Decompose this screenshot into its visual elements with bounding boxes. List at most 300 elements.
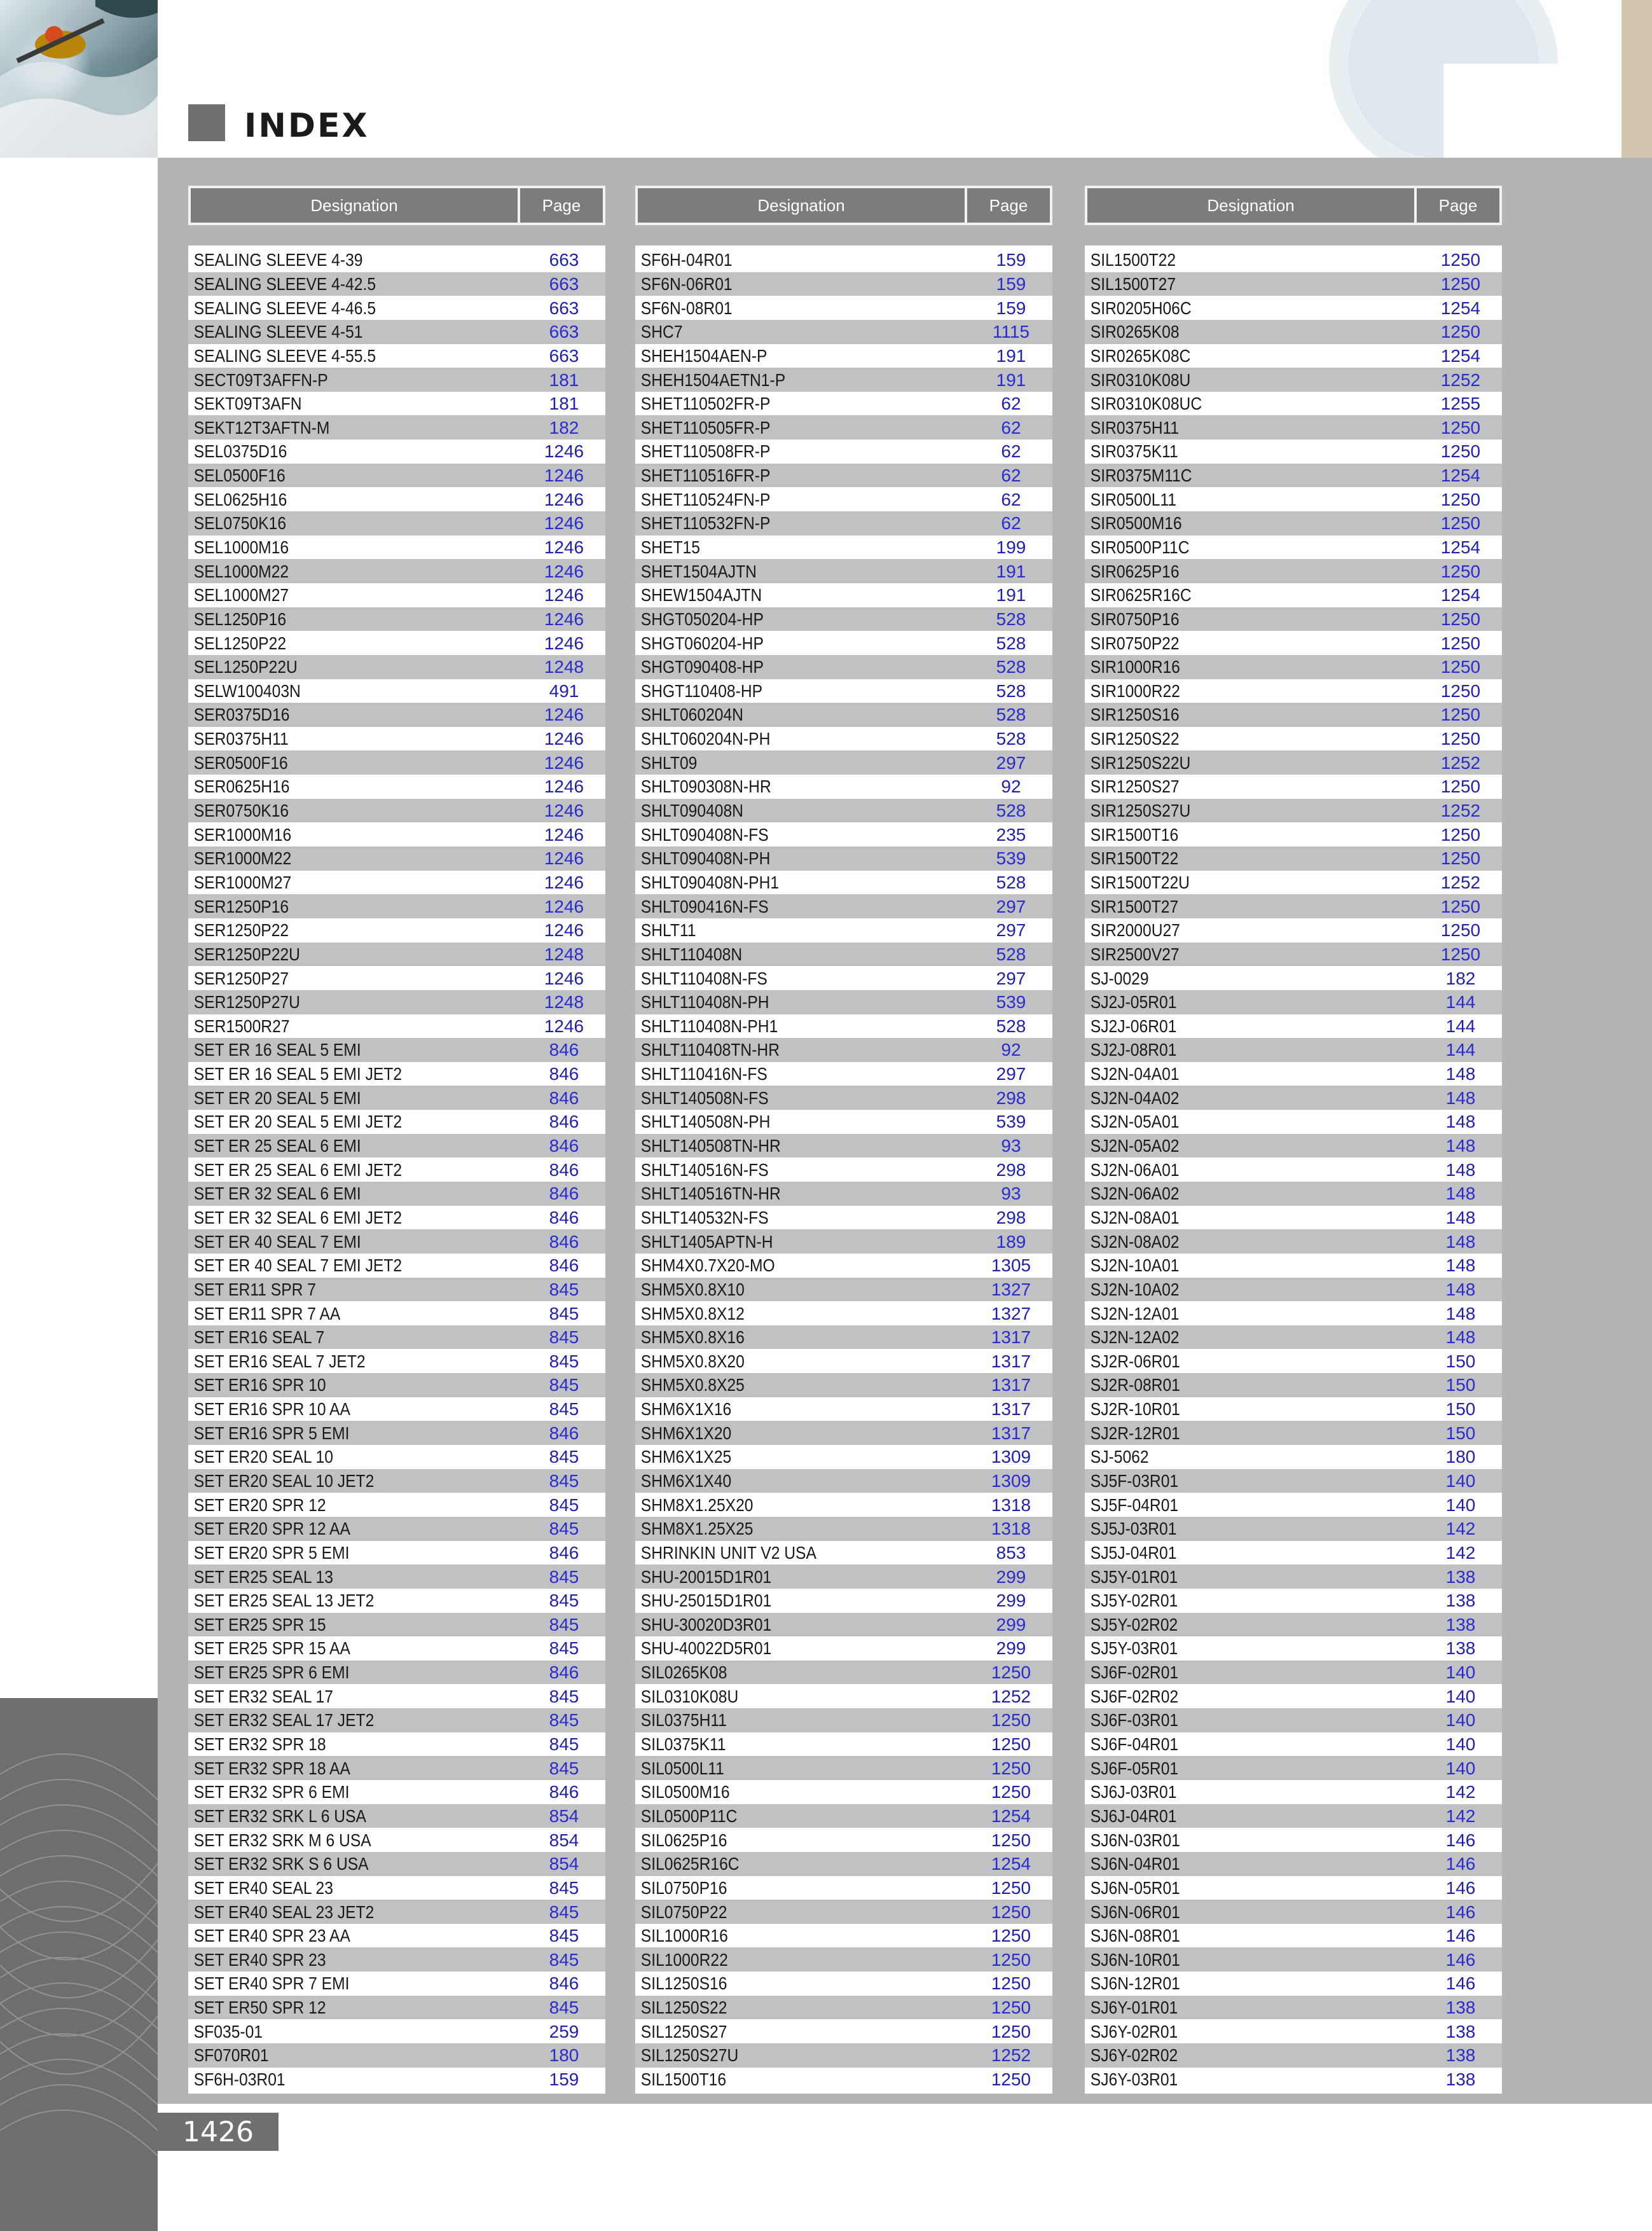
table-row (635, 1780, 1052, 1804)
page-cell[interactable]: 846 (549, 1184, 579, 1204)
designation-cell: SIL1250S16 (640, 1973, 727, 1994)
table-row (635, 1613, 1052, 1637)
page-cell[interactable]: 845 (549, 1279, 579, 1299)
page-cell[interactable]: 150 (1445, 1399, 1476, 1419)
page-cell[interactable]: 1309 (991, 1447, 1031, 1467)
page-cell[interactable]: 159 (549, 2069, 579, 2089)
table-row (188, 487, 605, 511)
table-row (188, 1038, 605, 1062)
page-cell[interactable]: 142 (1445, 1542, 1476, 1563)
page-cell[interactable]: 181 (549, 394, 579, 414)
page-cell[interactable]: 1254 (1440, 345, 1481, 366)
table-row (188, 631, 605, 655)
page-cell[interactable]: 148 (1445, 1159, 1476, 1180)
page-cell[interactable]: 1318 (991, 1519, 1031, 1539)
page-cell[interactable]: 845 (549, 1877, 579, 1898)
designation-cell: SJ6F-04R01 (1090, 1734, 1179, 1755)
table-row (635, 368, 1052, 392)
page-cell[interactable]: 1317 (991, 1351, 1031, 1371)
page-cell[interactable]: 138 (1445, 1638, 1476, 1659)
page-cell[interactable]: 1246 (544, 729, 584, 749)
page-cell[interactable]: 845 (549, 1470, 579, 1491)
page-cell[interactable]: 845 (549, 1734, 579, 1755)
page-cell[interactable]: 182 (1445, 968, 1476, 988)
designation-cell: SIR0205H06C (1090, 298, 1192, 318)
page-cell[interactable]: 146 (1445, 1854, 1476, 1874)
designation-cell: SJ2J-06R01 (1090, 1016, 1177, 1036)
page-header: Page (520, 188, 603, 223)
page-cell[interactable]: 845 (549, 1591, 579, 1611)
page-cell[interactable]: 846 (549, 1159, 579, 1180)
table-row (1085, 679, 1502, 703)
page-cell[interactable]: 138 (1445, 1591, 1476, 1611)
designation-cell: SET ER20 SEAL 10 JET2 (193, 1470, 375, 1491)
page-cell[interactable]: 845 (549, 1710, 579, 1730)
page-cell[interactable]: 144 (1445, 1016, 1476, 1036)
table-row (1085, 296, 1502, 320)
page-cell[interactable]: 663 (549, 345, 579, 366)
table-row (1085, 2019, 1502, 2043)
page-cell[interactable]: 845 (549, 1902, 579, 1922)
page-cell[interactable]: 146 (1445, 1926, 1476, 1946)
page-cell[interactable]: 191 (996, 370, 1026, 390)
page-cell[interactable]: 1254 (1440, 466, 1481, 486)
page-cell[interactable]: 1246 (544, 561, 584, 581)
page-cell[interactable]: 845 (549, 1375, 579, 1395)
index-column-1 (188, 186, 605, 2094)
page-cell[interactable]: 1318 (991, 1495, 1031, 1515)
page-cell[interactable]: 1248 (544, 944, 584, 964)
page-cell[interactable]: 182 (549, 417, 579, 438)
page-cell[interactable]: 1246 (544, 848, 584, 869)
page-cell[interactable]: 1248 (544, 992, 584, 1012)
page-cell[interactable]: 1250 (991, 1902, 1031, 1922)
page-cell[interactable]: 142 (1445, 1806, 1476, 1826)
designation-cell: SET ER 25 SEAL 6 EMI JET2 (193, 1159, 403, 1180)
page-cell[interactable]: 62 (1001, 466, 1021, 486)
page-cell[interactable]: 528 (996, 801, 1026, 821)
page-cell[interactable]: 199 (996, 537, 1026, 557)
page-cell[interactable]: 1246 (544, 1016, 584, 1036)
page-cell[interactable]: 528 (996, 609, 1026, 629)
page-cell[interactable]: 140 (1445, 1710, 1476, 1730)
designation-cell: SHM5X0.8X10 (640, 1279, 745, 1299)
page-cell[interactable]: 92 (1001, 1040, 1021, 1060)
page-cell[interactable]: 297 (996, 752, 1026, 773)
page-cell[interactable]: 1327 (991, 1279, 1031, 1299)
designation-cell: SJ2N-12A02 (1090, 1327, 1180, 1348)
page-cell[interactable]: 528 (996, 680, 1026, 701)
page-cell[interactable]: 1246 (544, 968, 584, 988)
designation-cell: SET ER 16 SEAL 5 EMI JET2 (193, 1064, 403, 1084)
page-cell[interactable]: 148 (1445, 1184, 1476, 1204)
page-cell[interactable]: 140 (1445, 1662, 1476, 1683)
designation-cell: SJ2N-12A01 (1090, 1303, 1180, 1323)
page-cell[interactable]: 1317 (991, 1399, 1031, 1419)
page-cell[interactable]: 845 (549, 1566, 579, 1587)
page-cell[interactable]: 845 (549, 1351, 579, 1371)
page-cell[interactable]: 297 (996, 896, 1026, 916)
page-cell[interactable]: 1246 (544, 777, 584, 797)
page-cell[interactable]: 846 (549, 1255, 579, 1276)
page-cell[interactable]: 854 (549, 1806, 579, 1826)
page-cell[interactable]: 1250 (1440, 680, 1481, 701)
designation-cell: SER1000M16 (193, 824, 292, 845)
page-cell[interactable]: 1250 (991, 1973, 1031, 1994)
page-cell[interactable]: 663 (549, 273, 579, 294)
page-cell[interactable]: 1250 (991, 1830, 1031, 1850)
page-cell[interactable]: 846 (549, 1423, 579, 1443)
page-cell[interactable]: 1250 (1440, 513, 1481, 534)
page-cell[interactable]: 1254 (1440, 537, 1481, 557)
page-cell[interactable]: 1250 (1440, 777, 1481, 797)
page-cell[interactable]: 539 (996, 992, 1026, 1012)
page-cell[interactable]: 1254 (991, 1854, 1031, 1874)
page-cell[interactable]: 297 (996, 968, 1026, 988)
designation-cell: SEKT12T3AFTN-M (193, 417, 330, 438)
page-cell[interactable]: 62 (1001, 513, 1021, 534)
page-cell[interactable]: 1250 (1440, 729, 1481, 749)
page-cell[interactable]: 1250 (1440, 896, 1481, 916)
page-cell[interactable]: 528 (996, 705, 1026, 725)
designation-cell: SJ6N-10R01 (1090, 1949, 1180, 1970)
page-cell[interactable]: 148 (1445, 1279, 1476, 1299)
page-cell[interactable]: 491 (549, 680, 579, 701)
page-cell[interactable]: 144 (1445, 1040, 1476, 1060)
page-cell[interactable]: 159 (996, 273, 1026, 294)
page-cell[interactable]: 845 (549, 1327, 579, 1348)
page-cell[interactable]: 146 (1445, 1973, 1476, 1994)
page-cell[interactable]: 140 (1445, 1758, 1476, 1778)
page-cell[interactable]: 1250 (1440, 920, 1481, 941)
page-cell[interactable]: 1250 (991, 1710, 1031, 1730)
page-cell[interactable]: 148 (1445, 1255, 1476, 1276)
page-cell[interactable]: 138 (1445, 2069, 1476, 2089)
page-cell[interactable]: 1252 (1440, 872, 1481, 892)
page-cell[interactable]: 62 (1001, 489, 1021, 509)
page-cell[interactable]: 528 (996, 872, 1026, 892)
page-cell[interactable]: 1246 (544, 537, 584, 557)
page-cell[interactable]: 150 (1445, 1375, 1476, 1395)
page-cell[interactable]: 1250 (1440, 609, 1481, 629)
page-cell[interactable]: 1246 (544, 801, 584, 821)
page-cell[interactable]: 148 (1445, 1088, 1476, 1108)
page-cell[interactable]: 663 (549, 250, 579, 270)
page-cell[interactable]: 1246 (544, 585, 584, 605)
page-cell[interactable]: 1250 (1440, 250, 1481, 270)
page-cell[interactable]: 1250 (1440, 273, 1481, 294)
designation-cell: SET ER40 SEAL 23 (193, 1877, 333, 1898)
page-cell[interactable]: 191 (996, 345, 1026, 366)
page-cell[interactable]: 1246 (544, 441, 584, 462)
page-cell[interactable]: 1246 (544, 513, 584, 534)
page-cell[interactable]: 1250 (1440, 824, 1481, 845)
page-cell[interactable]: 180 (549, 2045, 579, 2066)
page-cell[interactable]: 1250 (991, 1782, 1031, 1802)
page-cell[interactable]: 1309 (991, 1470, 1031, 1491)
table-row (188, 392, 605, 416)
designation-cell: SJ2N-08A02 (1090, 1231, 1180, 1252)
page-cell[interactable]: 1246 (544, 633, 584, 653)
page-cell[interactable]: 1252 (991, 2045, 1031, 2066)
page-cell[interactable]: 1317 (991, 1375, 1031, 1395)
designation-cell: SIL0500P11C (640, 1806, 738, 1826)
page-cell[interactable]: 148 (1445, 1207, 1476, 1227)
page-cell[interactable]: 159 (996, 298, 1026, 318)
designation-cell: SET ER20 SPR 12 AA (193, 1519, 350, 1539)
page-cell[interactable]: 142 (1445, 1519, 1476, 1539)
page-cell[interactable]: 1250 (1440, 944, 1481, 964)
page-cell[interactable]: 146 (1445, 1902, 1476, 1922)
designation-cell: SEL0750K16 (193, 513, 287, 534)
page-cell[interactable]: 299 (996, 1566, 1026, 1587)
page-cell[interactable]: 845 (549, 1495, 579, 1515)
page-cell[interactable]: 845 (549, 1519, 579, 1539)
page-cell[interactable]: 159 (996, 250, 1026, 270)
page-cell[interactable]: 1305 (991, 1255, 1031, 1276)
page-cell[interactable]: 146 (1445, 1830, 1476, 1850)
page-cell[interactable]: 235 (996, 824, 1026, 845)
table-row (188, 1996, 605, 2020)
page-cell[interactable]: 1250 (991, 1949, 1031, 1970)
page-cell[interactable]: 845 (549, 1949, 579, 1970)
page-cell[interactable]: 528 (996, 633, 1026, 653)
page-cell[interactable]: 846 (549, 1040, 579, 1060)
designation-cell: SET ER25 SEAL 13 JET2 (193, 1591, 375, 1611)
page-cell[interactable]: 1254 (1440, 585, 1481, 605)
page-cell[interactable]: 1250 (1440, 489, 1481, 509)
designation-cell: SIL0625P16 (640, 1830, 727, 1850)
page-cell[interactable]: 1246 (544, 824, 584, 845)
page-cell[interactable]: 1252 (1440, 752, 1481, 773)
page-cell[interactable]: 1250 (991, 1998, 1031, 2018)
designation-cell: SHET110524FN-P (640, 489, 771, 509)
page-cell[interactable]: 1250 (991, 1926, 1031, 1946)
table-row (635, 1661, 1052, 1685)
page-cell[interactable]: 299 (996, 1638, 1026, 1659)
page-cell[interactable]: 191 (996, 585, 1026, 605)
page-cell[interactable]: 846 (549, 1064, 579, 1084)
page-cell[interactable]: 846 (549, 1112, 579, 1132)
page-cell[interactable]: 1250 (1440, 417, 1481, 438)
page-cell[interactable]: 148 (1445, 1136, 1476, 1156)
page-cell[interactable]: 140 (1445, 1470, 1476, 1491)
page-cell[interactable]: 1246 (544, 872, 584, 892)
page-cell[interactable]: 1250 (991, 1662, 1031, 1683)
page-cell[interactable]: 259 (549, 2021, 579, 2041)
page-cell[interactable]: 144 (1445, 992, 1476, 1012)
designation-cell: SJ6N-12R01 (1090, 1973, 1180, 1994)
page-cell[interactable]: 189 (996, 1231, 1026, 1252)
page-cell[interactable]: 1252 (1440, 801, 1481, 821)
designation-cell: SER0375D16 (193, 705, 290, 725)
page-cell[interactable]: 148 (1445, 1112, 1476, 1132)
page-cell[interactable]: 146 (1445, 1877, 1476, 1898)
page-cell[interactable]: 191 (996, 561, 1026, 581)
page-cell[interactable]: 298 (996, 1159, 1026, 1180)
designation-cell: SHGT060204-HP (640, 633, 764, 653)
page-cell[interactable]: 298 (996, 1207, 1026, 1227)
page-cell[interactable]: 1317 (991, 1423, 1031, 1443)
page-cell[interactable]: 297 (996, 1064, 1026, 1084)
page-cell[interactable]: 62 (1001, 417, 1021, 438)
page-cell[interactable]: 853 (996, 1542, 1026, 1563)
designation-cell: SHLT090408N-PH1 (640, 872, 780, 892)
page-cell[interactable]: 299 (996, 1591, 1026, 1611)
designation-cell: SJ2N-05A02 (1090, 1136, 1180, 1156)
page-cell[interactable]: 846 (549, 1231, 579, 1252)
page-cell[interactable]: 148 (1445, 1231, 1476, 1252)
page-cell[interactable]: 138 (1445, 2021, 1476, 2041)
page-cell[interactable]: 1115 (992, 322, 1030, 342)
page-cell[interactable]: 1250 (1440, 633, 1481, 653)
page-cell[interactable]: 93 (1001, 1184, 1021, 1204)
page-cell[interactable]: 528 (996, 729, 1026, 749)
page-cell[interactable]: 1246 (544, 705, 584, 725)
page-cell[interactable]: 1255 (1440, 394, 1481, 414)
table-row (635, 439, 1052, 464)
table-row (635, 320, 1052, 344)
page-cell[interactable]: 146 (1445, 1949, 1476, 1970)
page-cell[interactable]: 138 (1445, 1614, 1476, 1634)
page-cell[interactable]: 181 (549, 370, 579, 390)
page-cell[interactable]: 846 (549, 1136, 579, 1156)
page-cell[interactable]: 62 (1001, 441, 1021, 462)
page-cell[interactable]: 148 (1445, 1303, 1476, 1323)
page-cell[interactable]: 846 (549, 1782, 579, 1802)
page-cell[interactable]: 92 (1001, 777, 1021, 797)
designation-cell: SIR1500T22 (1090, 848, 1179, 869)
page-cell[interactable]: 846 (549, 1207, 579, 1227)
page-cell[interactable]: 845 (549, 1638, 579, 1659)
page-cell[interactable]: 854 (549, 1854, 579, 1874)
table-row (1085, 966, 1502, 990)
page-cell[interactable]: 1246 (544, 896, 584, 916)
page-cell[interactable]: 854 (549, 1830, 579, 1850)
page-cell[interactable]: 1250 (991, 2021, 1031, 2041)
page-cell[interactable]: 1252 (991, 1686, 1031, 1706)
page-cell[interactable]: 1246 (544, 466, 584, 486)
page-cell[interactable]: 1250 (991, 1758, 1031, 1778)
page-cell[interactable]: 140 (1445, 1495, 1476, 1515)
page-cell[interactable]: 845 (549, 1447, 579, 1467)
page-cell[interactable]: 140 (1445, 1734, 1476, 1755)
page-cell[interactable]: 1250 (1440, 561, 1481, 581)
page-cell[interactable]: 1317 (991, 1327, 1031, 1348)
page-cell[interactable]: 539 (996, 848, 1026, 869)
page-cell[interactable]: 845 (549, 1614, 579, 1634)
page-cell[interactable]: 1250 (1440, 441, 1481, 462)
page-cell[interactable]: 845 (549, 1303, 579, 1323)
page-cell[interactable]: 1246 (544, 752, 584, 773)
page-cell[interactable]: 1250 (1440, 657, 1481, 677)
page-cell[interactable]: 140 (1445, 1686, 1476, 1706)
table-row (635, 1589, 1052, 1613)
page-cell[interactable]: 1254 (991, 1806, 1031, 1826)
page-cell[interactable]: 846 (549, 1088, 579, 1108)
page-cell[interactable]: 539 (996, 1112, 1026, 1132)
table-row (188, 1182, 605, 1206)
page-cell[interactable]: 298 (996, 1088, 1026, 1108)
page-cell[interactable]: 528 (996, 1016, 1026, 1036)
table-row (188, 1134, 605, 1158)
page-cell[interactable]: 180 (1445, 1447, 1476, 1467)
page-cell[interactable]: 1252 (1440, 370, 1481, 390)
page-cell[interactable]: 1250 (991, 1734, 1031, 1755)
designation-cell: SIR0375M11C (1090, 466, 1192, 486)
page-cell[interactable]: 528 (996, 657, 1026, 677)
page-cell[interactable]: 142 (1445, 1782, 1476, 1802)
page-cell[interactable]: 845 (549, 1758, 579, 1778)
page-cell[interactable]: 845 (549, 1686, 579, 1706)
table-row (635, 1421, 1052, 1445)
designation-cell: SJ6Y-01R01 (1090, 1998, 1178, 2018)
page-cell[interactable]: 663 (549, 322, 579, 342)
page-cell[interactable]: 138 (1445, 1998, 1476, 2018)
page-cell[interactable]: 1246 (544, 489, 584, 509)
table-row (1085, 1684, 1502, 1708)
designation-cell: SHLT140508TN-HR (640, 1136, 781, 1156)
page-cell[interactable]: 148 (1445, 1327, 1476, 1348)
page-cell[interactable]: 62 (1001, 394, 1021, 414)
page-cell[interactable]: 846 (549, 1662, 579, 1683)
page-cell[interactable]: 846 (549, 1542, 579, 1563)
table-row (635, 1278, 1052, 1302)
page-cell[interactable]: 1246 (544, 609, 584, 629)
table-row (188, 1445, 605, 1469)
page-cell[interactable]: 138 (1445, 1566, 1476, 1587)
designation-cell: SHLT11 (640, 920, 696, 941)
page-cell[interactable]: 1254 (1440, 298, 1481, 318)
designation-cell: SEKT09T3AFN (193, 394, 302, 414)
page-cell[interactable]: 1250 (991, 2069, 1031, 2089)
page-cell[interactable]: 663 (549, 298, 579, 318)
page-cell[interactable]: 1246 (544, 920, 584, 941)
page-cell[interactable]: 138 (1445, 2045, 1476, 2066)
page-cell[interactable]: 845 (549, 1926, 579, 1946)
page-cell[interactable]: 93 (1001, 1136, 1021, 1156)
designation-cell: SHLT09 (640, 752, 698, 773)
page-cell[interactable]: 528 (996, 944, 1026, 964)
page-cell[interactable]: 148 (1445, 1064, 1476, 1084)
page-cell[interactable]: 150 (1445, 1351, 1476, 1371)
page-cell[interactable]: 1248 (544, 657, 584, 677)
table-row (188, 1229, 605, 1254)
page-cell[interactable]: 1250 (1440, 848, 1481, 869)
table-row (635, 1972, 1052, 1996)
table-row (1085, 943, 1502, 967)
designation-cell: SER0750K16 (193, 801, 289, 821)
page-header: Page (1417, 188, 1499, 223)
page-header: Page (967, 188, 1050, 223)
page-cell[interactable]: 845 (549, 1998, 579, 2018)
page-cell[interactable]: 1250 (991, 1877, 1031, 1898)
table-row (635, 464, 1052, 488)
page-cell[interactable]: 845 (549, 1399, 579, 1419)
designation-cell: SET ER40 SPR 7 EMI (193, 1973, 350, 1994)
designation-cell: SHM6X1X16 (640, 1399, 732, 1419)
designation-cell: SET ER16 SPR 10 AA (193, 1399, 350, 1419)
page-cell[interactable]: 297 (996, 920, 1026, 941)
page-cell[interactable]: 1250 (1440, 322, 1481, 342)
table-row (635, 871, 1052, 895)
page-cell[interactable]: 1327 (991, 1303, 1031, 1323)
page-cell[interactable]: 150 (1445, 1423, 1476, 1443)
page-cell[interactable]: 846 (549, 1973, 579, 1994)
designation-cell: SET ER32 SPR 18 AA (193, 1758, 350, 1778)
page-cell[interactable]: 299 (996, 1614, 1026, 1634)
page-cell[interactable]: 1250 (1440, 705, 1481, 725)
